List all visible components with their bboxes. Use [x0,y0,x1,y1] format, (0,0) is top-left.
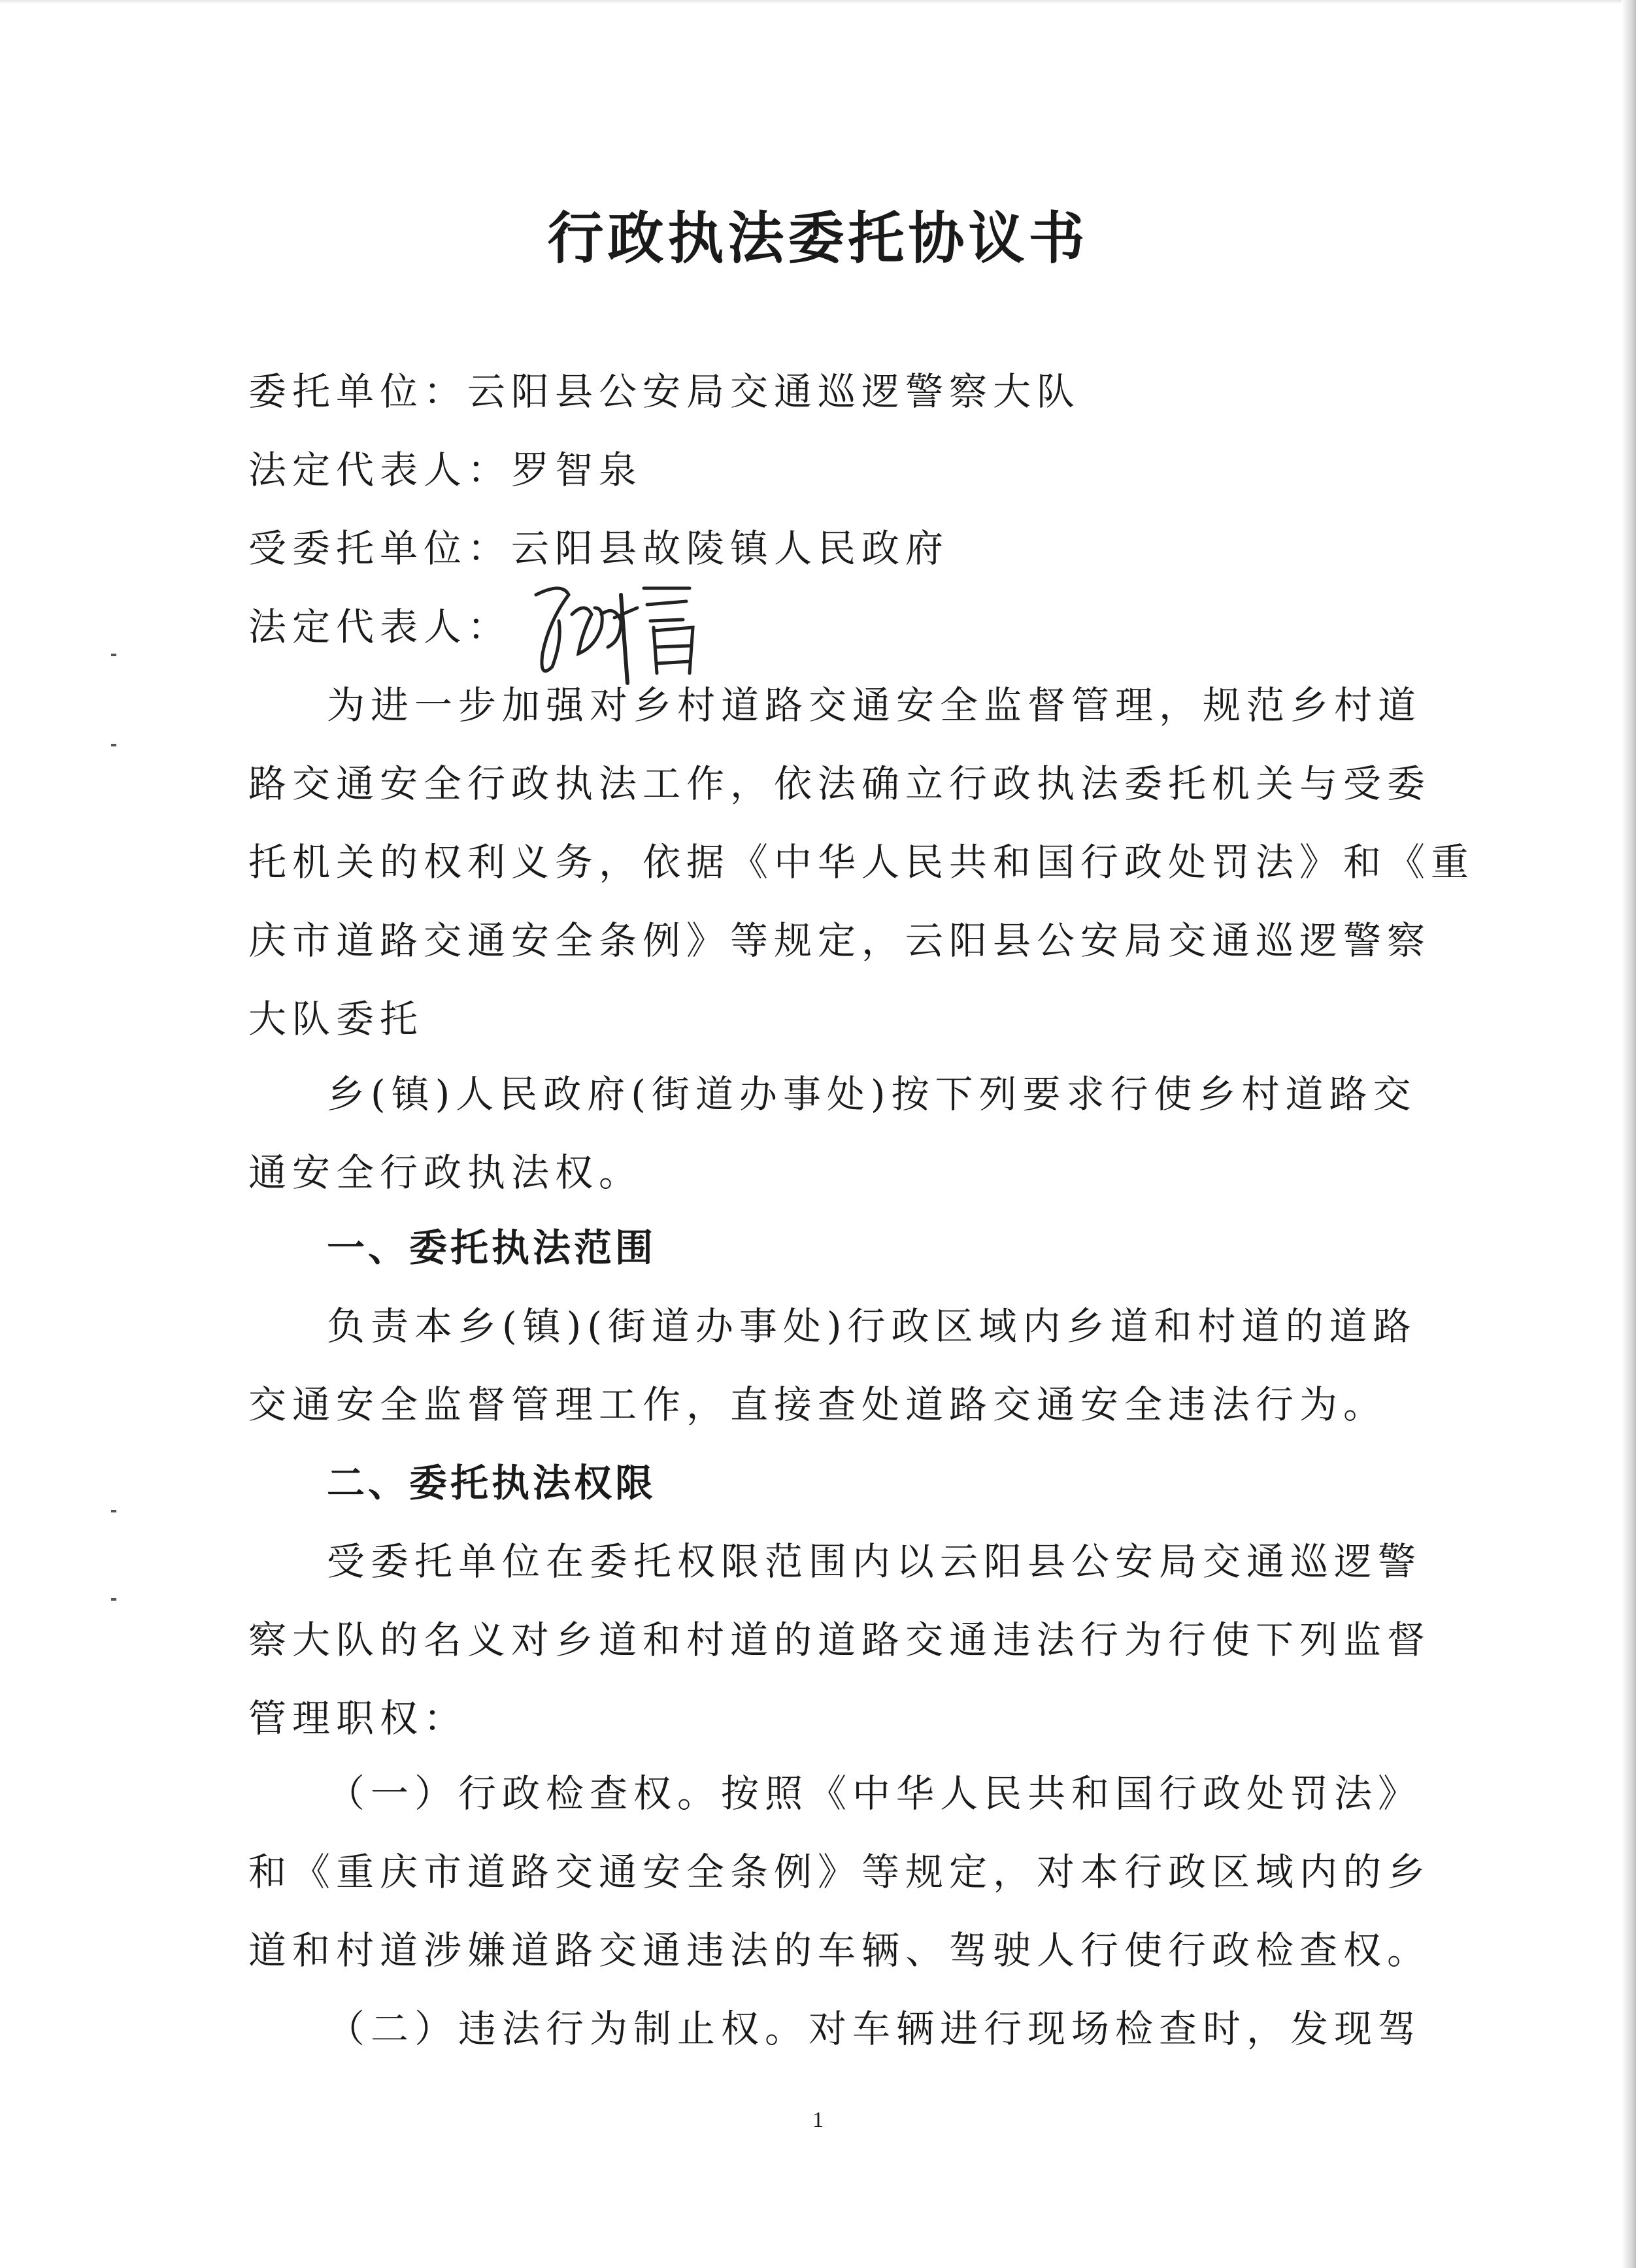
punch-mark [111,744,116,746]
punch-mark [111,654,116,656]
item2-line: （二）违法行为制止权。对车辆进行现场检查时，发现驾 [327,2007,1422,2051]
section2-line: 管理职权： [248,1696,468,1741]
section1-line: 负责本乡(镇)(街道办事处)行政区域内乡道和村道的道路 [327,1304,1417,1348]
preamble-line: 庆市道路交通安全条例》等规定，云阳县公安局交通巡逻警察 [248,918,1431,963]
party-client-unit: 委托单位：云阳县公安局交通巡逻警察大队 [248,369,1081,414]
preamble-line: 为进一步加强对乡村道路交通安全监督管理，规范乡村道 [327,683,1422,727]
section2-line: 察大队的名义对乡道和村道的道路交通违法行为行使下列监督 [248,1618,1431,1662]
punch-mark [111,1510,116,1512]
commission-line: 通安全行政执法权。 [248,1150,643,1195]
party-entrusted-unit: 受委托单位：云阳县故陵镇人民政府 [248,526,950,571]
page-number: 1 [812,2108,824,2132]
preamble-line: 路交通安全行政执法工作，依法确立行政执法委托机关与受委 [248,761,1431,806]
section-heading-scope: 一、委托执法范围 [327,1226,657,1270]
preamble-line: 托机关的权利义务，依据《中华人民共和国行政处罚法》和《重 [248,840,1475,884]
scan-right-edge [1622,0,1636,2268]
item1-line: （一）行政检查权。按照《中华人民共和国行政处罚法》 [327,1771,1422,1816]
section2-line: 受委托单位在委托权限范围内以云阳县公安局交通巡逻警 [327,1539,1422,1584]
handwritten-signature [523,569,719,686]
section1-line: 交通安全监督管理工作，直接查处道路交通安全违法行为。 [248,1382,1388,1427]
item1-line: 和《重庆市道路交通安全条例》等规定，对本行政区域内的乡 [248,1850,1431,1894]
document-title: 行政执法委托协议书 [547,205,1089,271]
preamble-line: 大队委托 [248,997,424,1041]
commission-line: 乡(镇)人民政府(街道办事处)按下列要求行使乡村道路交 [327,1072,1417,1116]
party-entrusted-representative: 法定代表人： [248,605,512,649]
punch-mark [111,1598,116,1601]
party-client-representative: 法定代表人：罗智泉 [248,448,643,492]
item1-line: 道和村道涉嫌道路交通违法的车辆、驾驶人行使行政检查权。 [248,1928,1431,1973]
scan-top-shadow [0,0,1636,4]
section-heading-authority: 二、委托执法权限 [327,1461,657,1505]
